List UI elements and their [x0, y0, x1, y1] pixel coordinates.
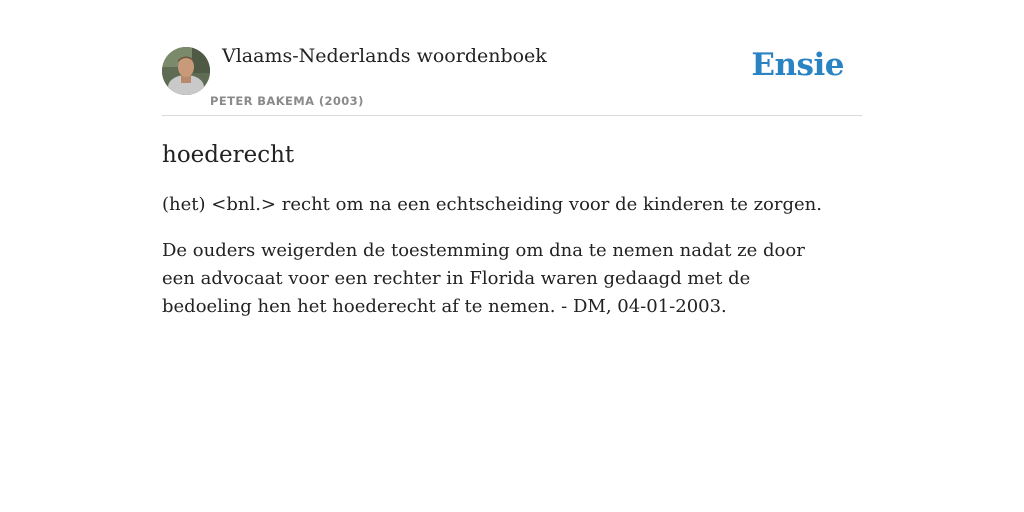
- page-container: [162, 0, 862, 321]
- entry-headword: hoederecht: [162, 142, 295, 168]
- ensie-logo[interactable]: Ensie: [751, 47, 844, 83]
- dictionary-title-link[interactable]: Vlaams-Nederlands woordenboek: [222, 45, 547, 67]
- avatar-image: [162, 47, 210, 95]
- entry-definition: (het) <bnl.> recht om na een echtscheiding voor de kinderen te zorgen.: [162, 194, 822, 215]
- author-avatar[interactable]: [162, 47, 210, 95]
- dictionary-entry: [162, 116, 862, 321]
- entry-example: De ouders weigerden de toestemming om dna te nemen nadat ze door een advocaat voor een rechter in Florida waren gedaagd met de bedoeling hen het hoederecht af te nemen. - DM, 04-01-2003.: [162, 240, 805, 317]
- dictionary-header: [162, 0, 862, 116]
- author-name[interactable]: PETER BAKEMA (2003): [210, 94, 364, 108]
